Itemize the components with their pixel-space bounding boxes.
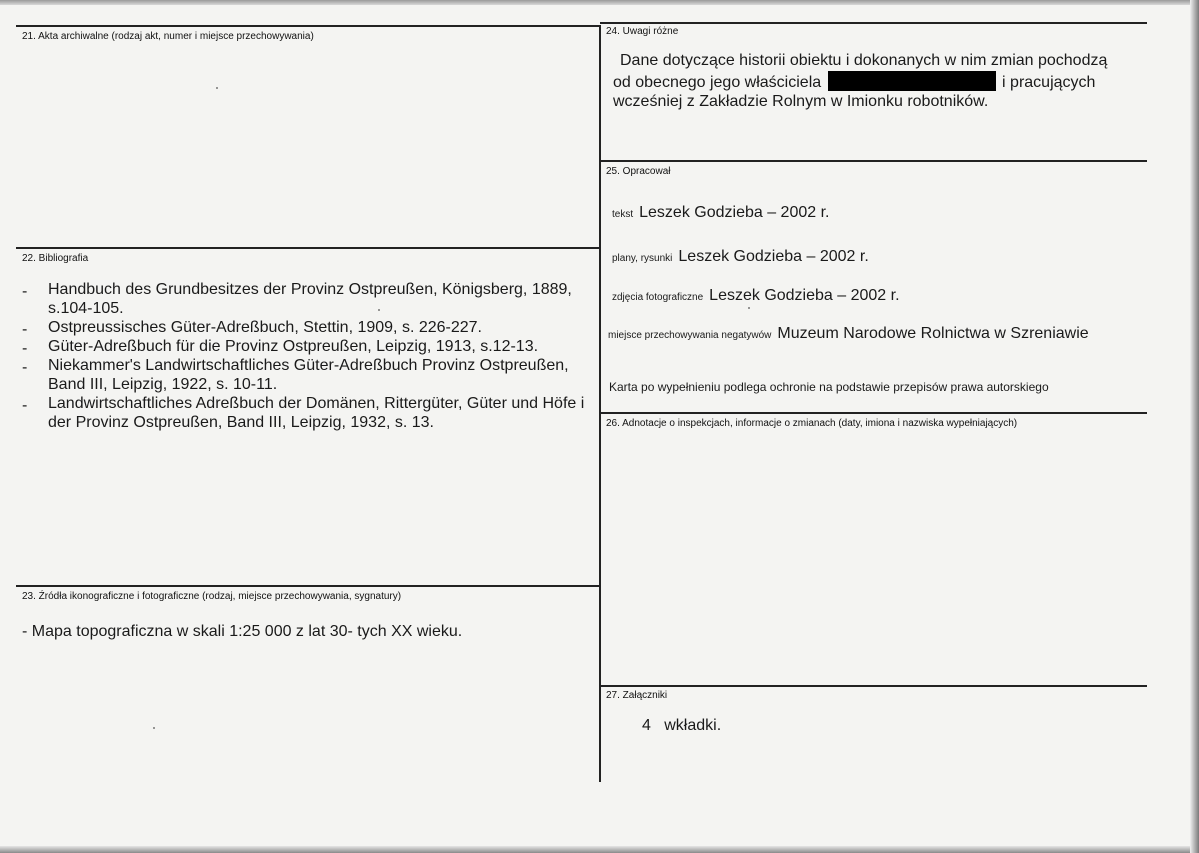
attachments-text: 4 wkładki.	[642, 717, 722, 734]
author-photos-value: Leszek Godzieba – 2002 r.	[709, 287, 900, 304]
author-photos-label: zdjęcia fotograficzne	[612, 292, 704, 303]
rule-24-top	[600, 22, 1147, 24]
section-22-label: 22. Bibliografia	[22, 253, 89, 264]
author-photos-row	[612, 287, 900, 305]
scan-edge-right	[1190, 0, 1199, 853]
column-divider	[599, 25, 601, 782]
author-plans-row	[612, 248, 869, 266]
remarks-line-3: wcześniej z Zakładzie Rolnym w Imionku robotników.	[613, 93, 989, 110]
author-plans-label: plany, rysunki	[612, 253, 673, 264]
section-23-label: 23. Źródła ikonograficzne i fotograficzne (rodzaj, miejsce przechowywania, sygnatury)	[22, 591, 402, 602]
bibliography-item: - Handbuch des Grundbesitzes der Provinz Ostpreußen, Königsberg, 1889, s.104-105.	[22, 281, 572, 317]
section-26-label: 26. Adnotacje o inspekcjach, informacje o zmianach (daty, imiona i nazwiska wypełniających)	[606, 418, 1018, 429]
iconographic-sources-text: - Mapa topograficzna w skali 1:25 000 z lat 30- tych XX wieku.	[22, 623, 463, 640]
remarks-line-1: Dane dotyczące historii obiektu i dokonanych w nim zmian pochodzą	[620, 52, 1108, 69]
section-24-label: 24. Uwagi różne	[606, 26, 679, 37]
rule-21-top	[16, 25, 600, 27]
bibliography-list	[20, 280, 590, 432]
bibliography-item: - Landwirtschaftliches Adreßbuch der Domänen, Rittergüter, Güter und Höfe i der Provinz Ostpreußen, Band III, Leipzig, 1932, s. 13.	[22, 395, 585, 431]
bibliography-item: - Güter-Adreßbuch für die Provinz Ostpreußen, Leipzig, 1913, s.12-13.	[22, 338, 539, 357]
section-27-label: 27. Załączniki	[606, 690, 668, 701]
scan-speck	[216, 87, 218, 89]
bibliography-item: - Ostpreussisches Güter-Adreßbuch, Stettin, 1909, s. 226-227.	[22, 319, 482, 338]
rule-26-top	[600, 412, 1147, 414]
remarks-line-2-before: od obecnego jego właściciela	[613, 74, 822, 91]
scan-edge-top	[0, 0, 1199, 5]
redaction-bar	[828, 71, 996, 91]
author-plans-value: Leszek Godzieba – 2002 r.	[678, 248, 869, 265]
rule-27-top	[600, 685, 1147, 687]
negatives-storage-row	[608, 325, 1089, 343]
remarks-line-2-after: i pracujących	[1002, 74, 1096, 91]
section-21-label: 21. Akta archiwalne (rodzaj akt, numer i miejsce przechowywania)	[22, 31, 314, 42]
author-text-label: tekst	[612, 209, 634, 220]
negatives-storage-value: Muzeum Narodowe Rolnictwa w Szreniawie	[777, 325, 1089, 342]
scan-speck	[378, 309, 380, 311]
rule-23-top	[16, 585, 600, 587]
author-text-value: Leszek Godzieba – 2002 r.	[639, 204, 830, 221]
scan-speck	[153, 727, 155, 729]
remarks-line-2	[613, 71, 1095, 93]
author-text-row	[612, 204, 829, 222]
bibliography-item: - Niekammer's Landwirtschaftliches Güter-Adreßbuch Provinz Ostpreußen, Band III, Leipzig, 1922, s. 10-11.	[22, 357, 569, 393]
negatives-storage-label: miejsce przechowywania negatywów	[608, 330, 772, 341]
rule-22-top	[16, 247, 600, 249]
scan-speck	[748, 307, 750, 309]
scan-edge-bottom	[0, 846, 1199, 853]
rule-25-top	[600, 160, 1147, 162]
section-25-label: 25. Opracował	[606, 166, 671, 177]
copyright-note: Karta po wypełnieniu podlega ochronie na podstawie przepisów prawa autorskiego	[609, 380, 1049, 394]
